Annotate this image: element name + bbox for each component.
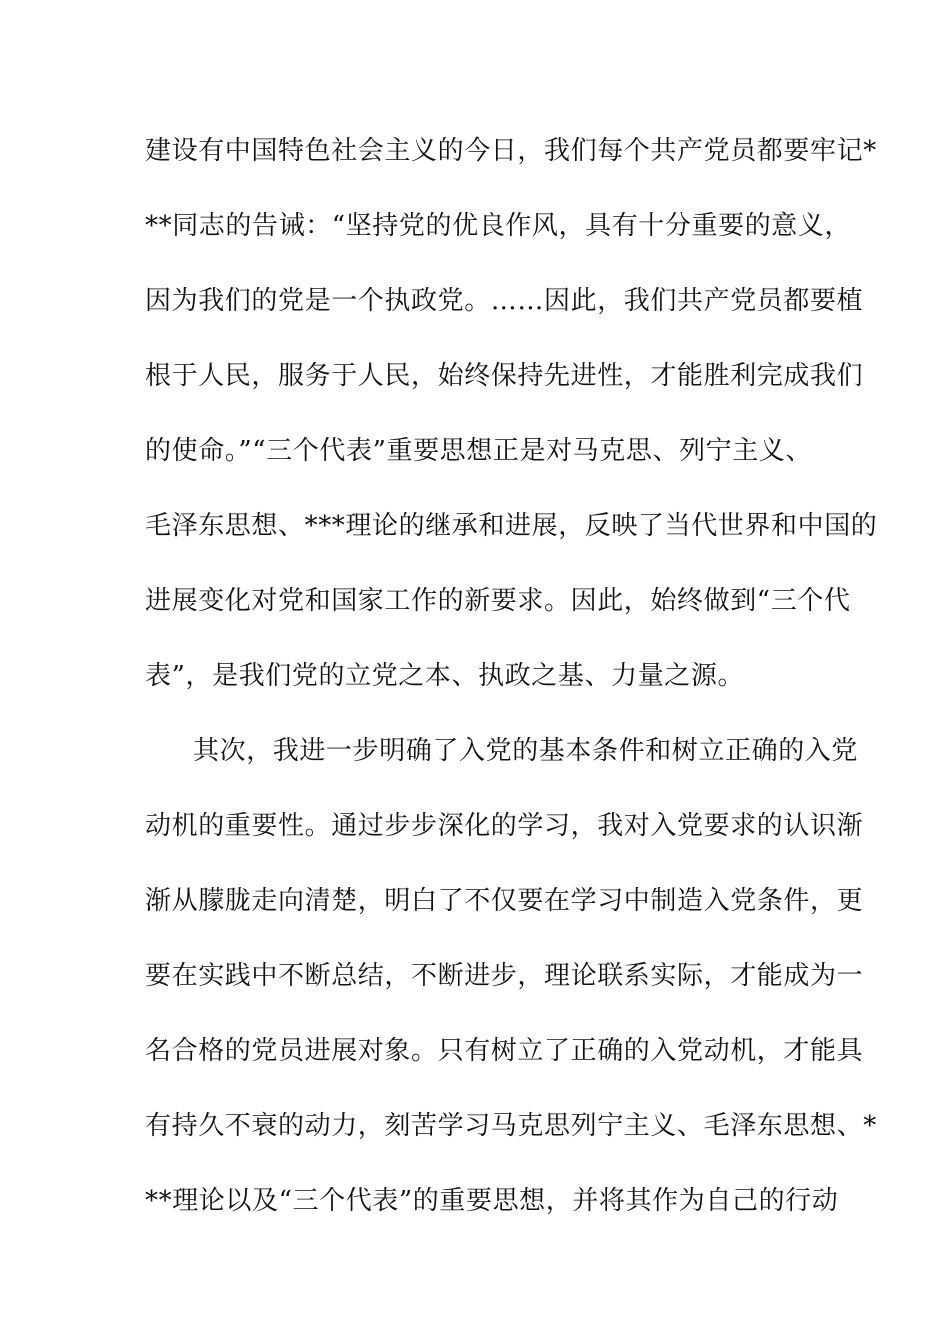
text-line-1: 建设有中国特色社会主义的今日，我们每个共产党员都要牢记* bbox=[145, 136, 877, 166]
text-line-13: 名合格的党员进展对象。只有树立了正确的入党动机，才能具 bbox=[145, 1036, 864, 1066]
text-line-11: 渐从朦胧走向清楚，明白了不仅要在学习中制造入党条件，更 bbox=[145, 886, 864, 916]
text-line-3: 因为我们的党是一个执政党。……因此，我们共产党员都要植 bbox=[145, 286, 864, 316]
text-line-12: 要在实践中不断总结，不断进步，理论联系实际，才能成为一 bbox=[145, 961, 864, 991]
paragraph-2-first-line: 其次，我进一步明确了入党的基本条件和树立正确的入党 bbox=[193, 736, 859, 766]
text-line-14: 有持久不衰的动力，刻苦学习马克思列宁主义、毛泽东思想、* bbox=[145, 1111, 877, 1141]
text-line-7: 进展变化对党和国家工作的新要求。因此，始终做到“三个代 bbox=[145, 586, 851, 616]
text-line-5: 的使命。”“三个代表”重要思想正是对马克思、列宁主义、 bbox=[145, 436, 813, 466]
text-line-10: 动机的重要性。通过步步深化的学习，我对入党要求的认识渐 bbox=[145, 811, 864, 841]
text-line-2: **同志的告诫：“坚持党的优良作风，具有十分重要的意义， bbox=[145, 211, 852, 241]
text-line-4: 根于人民，服务于人民，始终保持先进性，才能胜利完成我们 bbox=[145, 361, 864, 391]
text-line-8: 表”，是我们党的立党之本、执政之基、力量之源。 bbox=[145, 661, 745, 691]
text-line-15: **理论以及“三个代表”的重要思想，并将其作为自己的行动 bbox=[145, 1186, 839, 1216]
text-line-6: 毛泽东思想、***理论的继承和进展，反映了当代世界和中国的 bbox=[145, 511, 878, 541]
